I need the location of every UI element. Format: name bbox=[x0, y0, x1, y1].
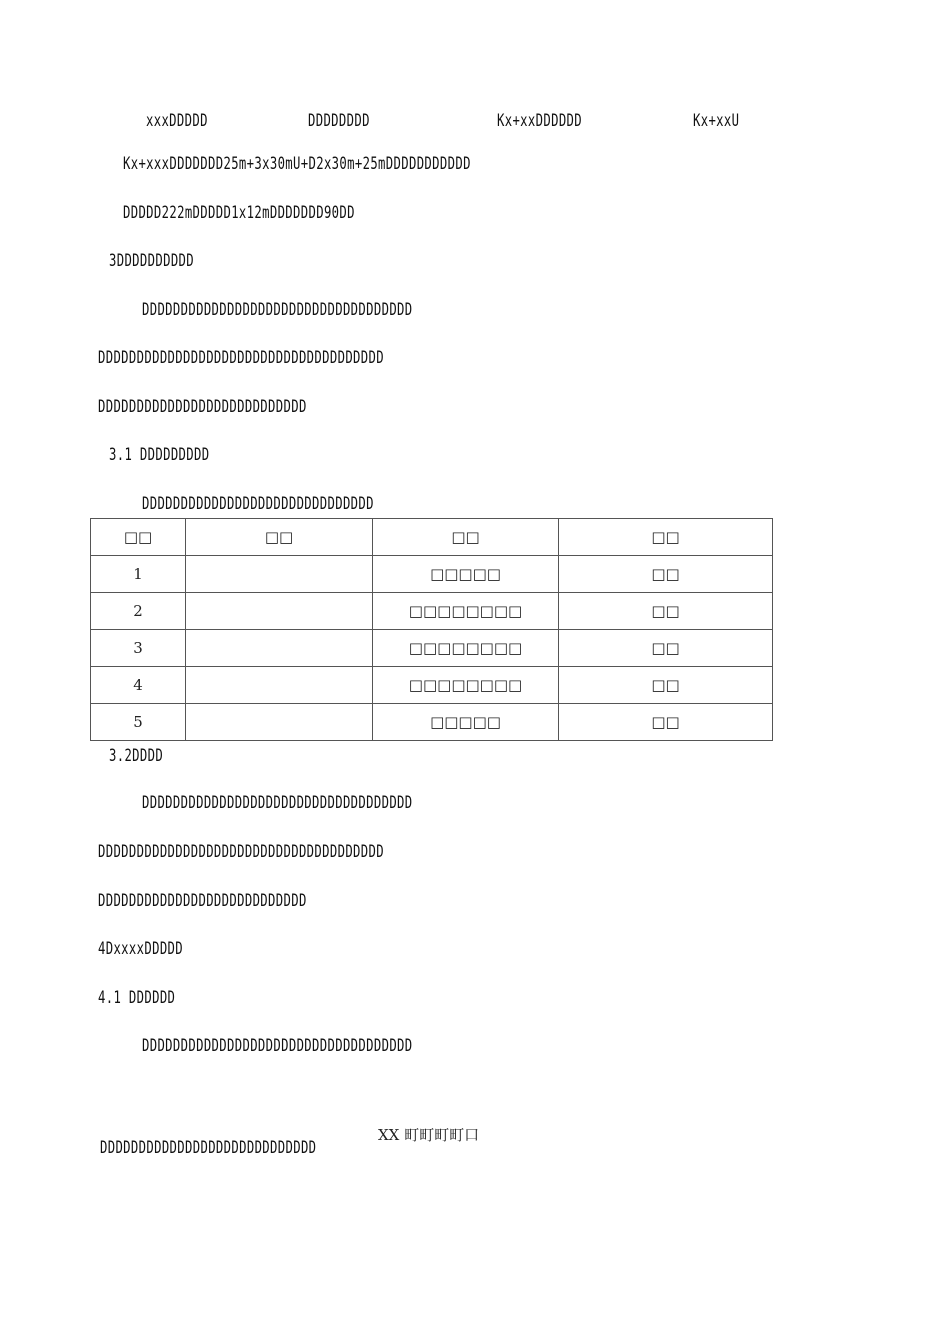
paragraph-line: DDDDDDDDDDDDDDDDDDDDDDDDDDD bbox=[98, 891, 307, 911]
table-caption: DDDDDDDDDDDDDDDDDDDDDDDDDDDDDD bbox=[142, 494, 374, 514]
table-header-row bbox=[91, 519, 773, 556]
paragraph-line: DDDDDDDDDDDDDDDDDDDDDDDDDDDDDDDDDDD bbox=[142, 300, 413, 320]
table-cell: 4 bbox=[91, 667, 186, 704]
data-table bbox=[90, 518, 773, 741]
table-cell: 3 bbox=[91, 630, 186, 667]
table-cell: □□□□□ bbox=[373, 556, 559, 593]
table-cell: 2 bbox=[91, 593, 186, 630]
table-row bbox=[91, 593, 773, 630]
table-cell bbox=[186, 593, 373, 630]
header-cell-3: Kx+xxDDDDDD bbox=[497, 111, 583, 131]
footer-text: DDDDDDDDDDDDDDDDDDDDDDDDDDDD bbox=[100, 1138, 317, 1158]
paragraph-line: DDDDDDDDDDDDDDDDDDDDDDDDDDDDDDDDDDD bbox=[142, 1036, 413, 1056]
table-cell: □□□□□□□□ bbox=[373, 630, 559, 667]
table-cell bbox=[186, 556, 373, 593]
paragraph-line: DDDDDDDDDDDDDDDDDDDDDDDDDDDDDDDDDDDDD bbox=[98, 842, 384, 862]
table-cell: □□□□□□□□ bbox=[373, 593, 559, 630]
table-row bbox=[91, 704, 773, 741]
header-cell-4: Kx+xxU bbox=[693, 111, 740, 131]
table-cell bbox=[186, 630, 373, 667]
paragraph-line: DDDDDDDDDDDDDDDDDDDDDDDDDDDDDDDDDDDDD bbox=[98, 348, 384, 368]
table-cell: □□ bbox=[559, 667, 773, 704]
table-cell: 1 bbox=[91, 556, 186, 593]
table-header-cell: □□ bbox=[186, 519, 373, 556]
section-heading: 3DDDDDDDDDD bbox=[109, 251, 195, 271]
table-header-cell: □□ bbox=[91, 519, 186, 556]
paragraph-line: DDDDD222mDDDDD1x12mDDDDDDD90DD bbox=[123, 203, 355, 223]
section-heading-4: 4DxxxxDDDDD bbox=[98, 939, 184, 959]
footer-mark: XX 町町町町口 bbox=[378, 1126, 480, 1144]
table-header-cell: □□ bbox=[373, 519, 559, 556]
subsection-heading-4-1: 4.1 DDDDDD bbox=[98, 988, 176, 1008]
table-cell bbox=[186, 704, 373, 741]
table-row bbox=[91, 556, 773, 593]
table-cell: □□ bbox=[559, 704, 773, 741]
table-cell: □□ bbox=[559, 630, 773, 667]
table-cell bbox=[186, 667, 373, 704]
table-cell: □□ bbox=[559, 593, 773, 630]
table-cell: □□□□□□□□ bbox=[373, 667, 559, 704]
table-cell: 5 bbox=[91, 704, 186, 741]
table-header-cell: □□ bbox=[559, 519, 773, 556]
subsection-heading-3-2: 3.2DDDD bbox=[109, 746, 164, 766]
paragraph-line: Kx+xxxDDDDDDD25m+3x30mU+D2x30m+25mDDDDDDDDDDD bbox=[123, 154, 471, 174]
subsection-heading-3-1: 3.1 DDDDDDDDD bbox=[109, 445, 210, 465]
header-cell-2: DDDDDDDD bbox=[308, 111, 370, 131]
table-row bbox=[91, 667, 773, 704]
table-cell: □□ bbox=[559, 556, 773, 593]
paragraph-line: DDDDDDDDDDDDDDDDDDDDDDDDDDDDDDDDDDD bbox=[142, 793, 413, 813]
header-cell-1: xxxDDDDD bbox=[146, 111, 208, 131]
table-row bbox=[91, 630, 773, 667]
table-cell: □□□□□ bbox=[373, 704, 559, 741]
paragraph-line: DDDDDDDDDDDDDDDDDDDDDDDDDDD bbox=[98, 397, 307, 417]
